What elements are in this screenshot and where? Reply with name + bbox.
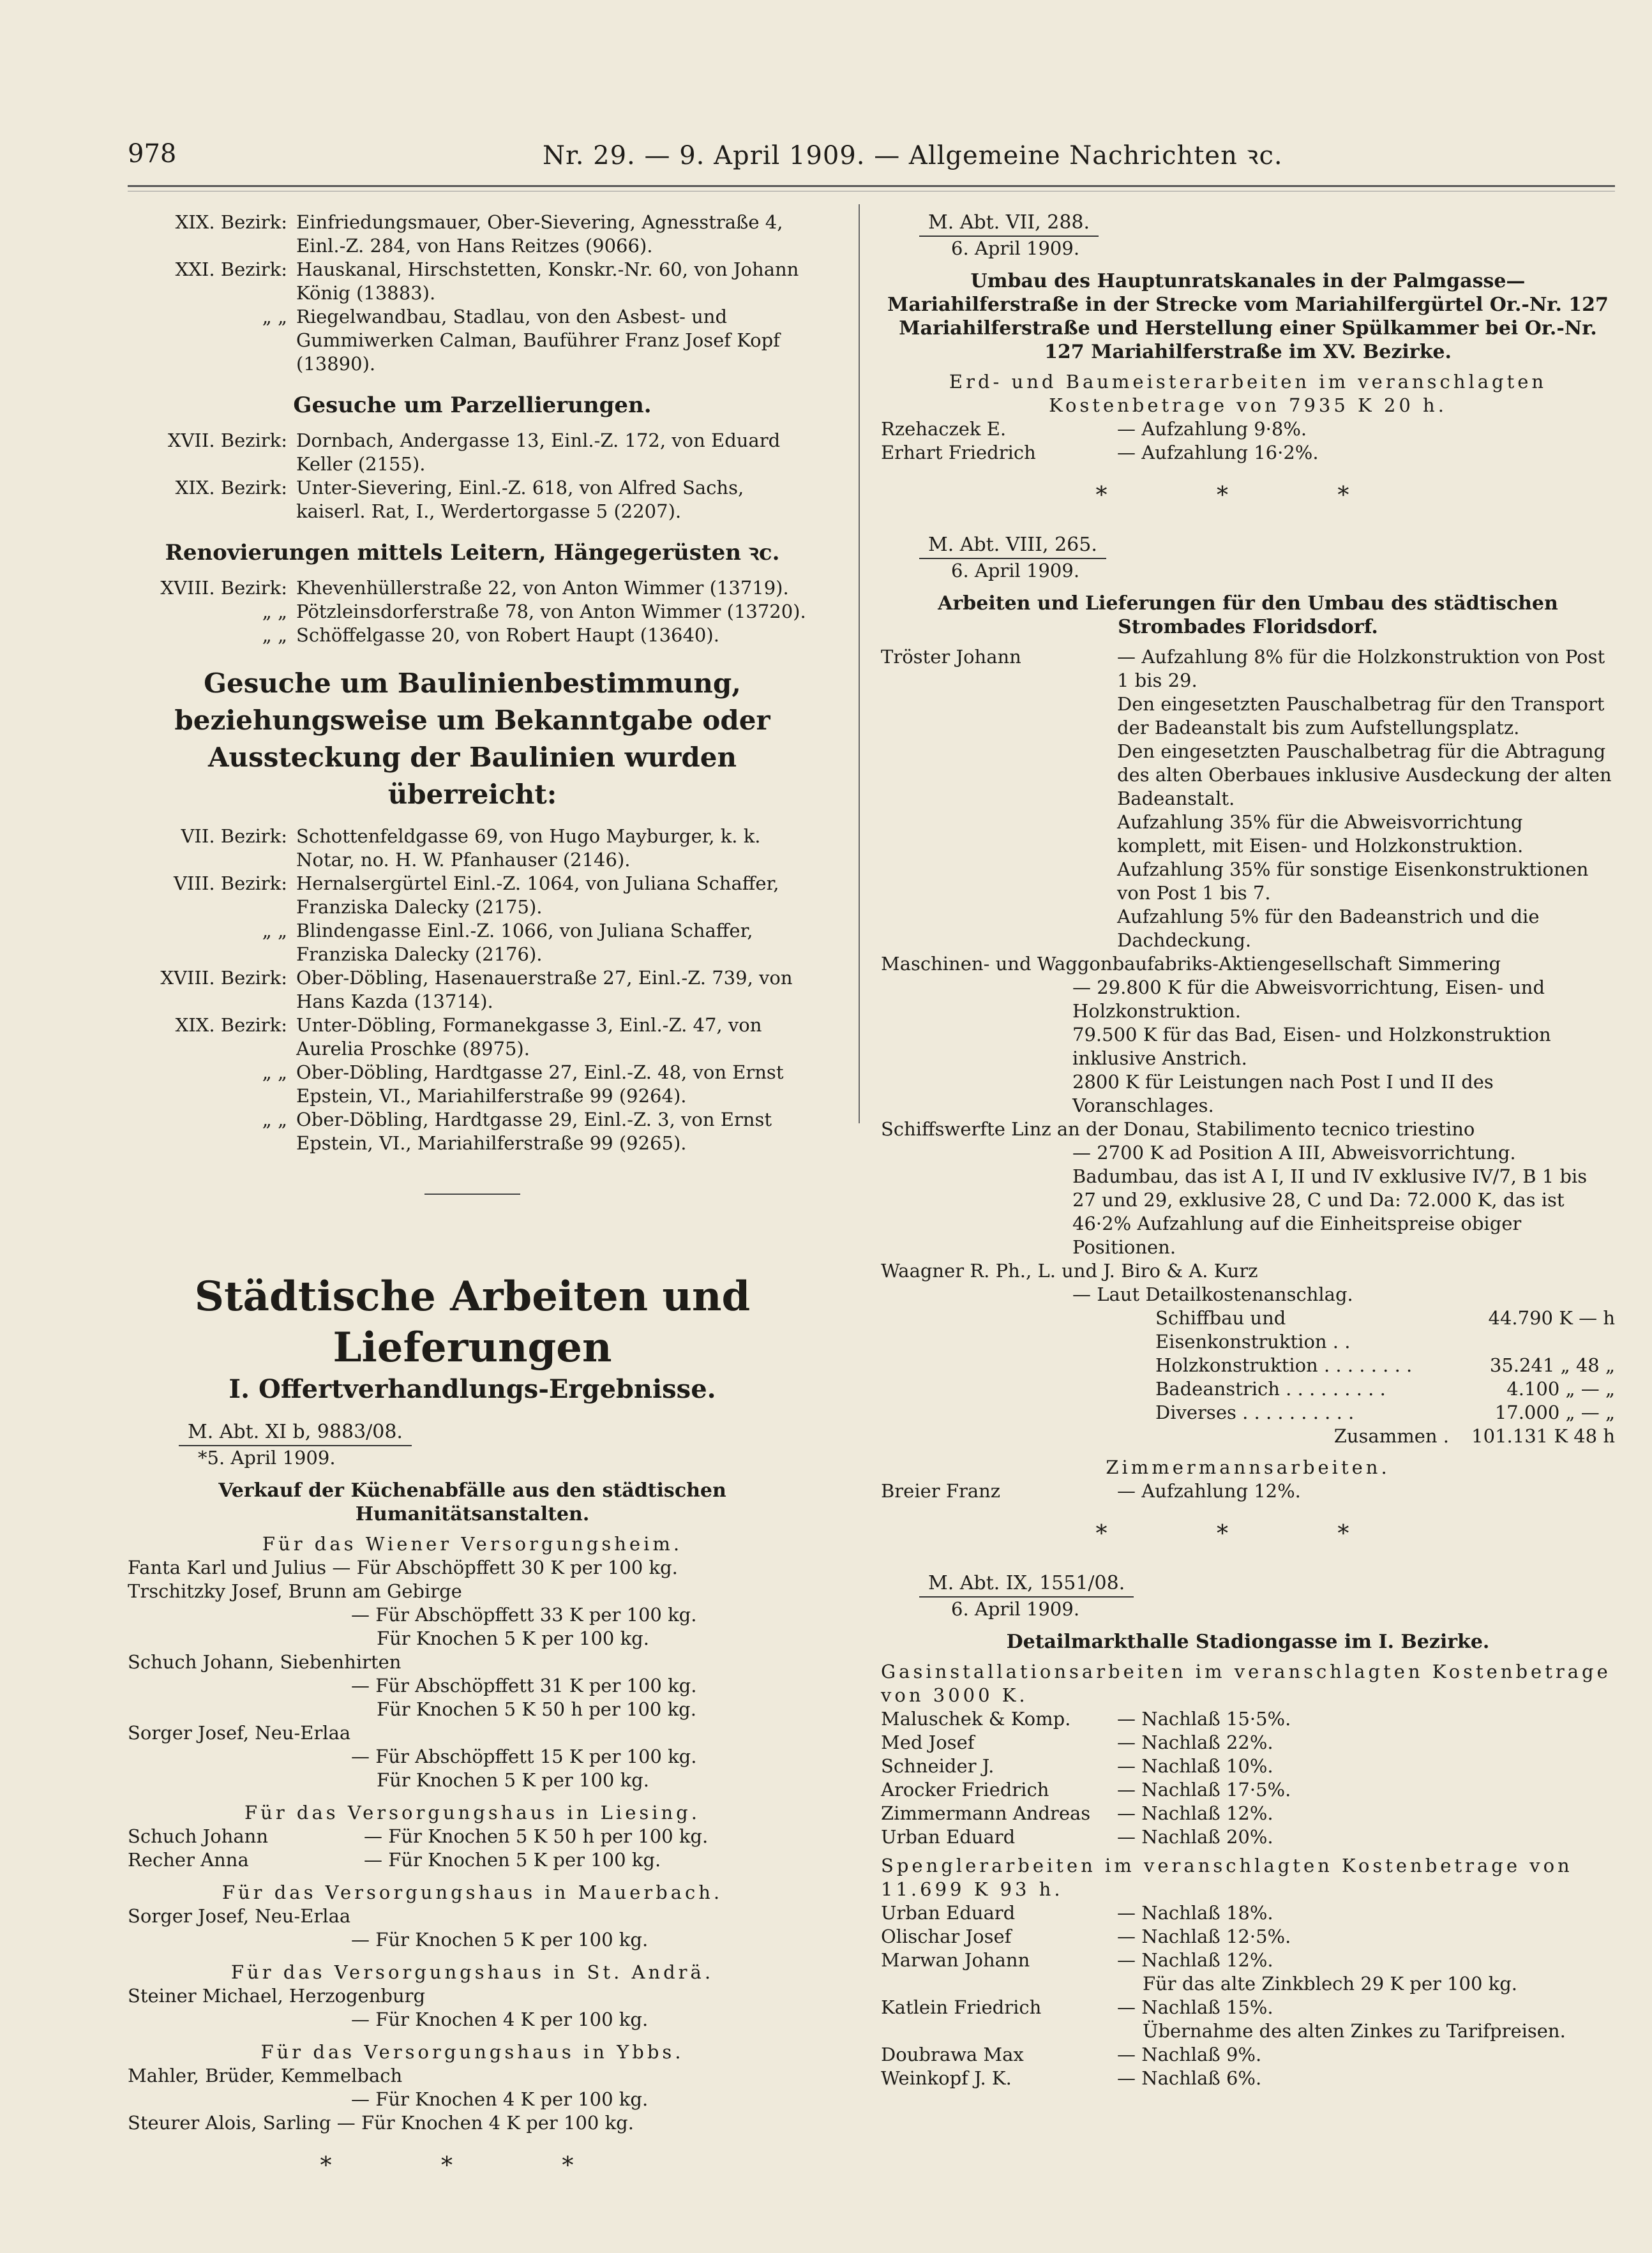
heading-renovierungen: Renovierungen mittels Leitern, Hängegerüsten ꝛc. [165,540,780,565]
list-item [881,1996,1615,2019]
list-item [881,417,1615,441]
district-text: Hernalsergürtel Einl.-Z. 1064, von Juliana Schaffer, Franziska Dalecky (2175). [296,872,779,918]
text-line: Aufzahlung 35% für sonstige Eisenkonstruktionen von Post 1 bis 7. [1117,858,1589,904]
total-label: Zusammen . [1333,1425,1449,1447]
district-text: Ober-Döbling, Hasenauerstraße 27, Einl.-Z. 739, von Hans Kazda (13714). [296,967,793,1012]
heading-baulinien: Gesuche um Baulinienbestimmung, beziehungsweise um Bekanntgabe oder Aussteckung der Baulinien wurden überreicht: [174,668,770,810]
district-label: XVII. Bezirk: [167,430,287,451]
district-label: XXI. Bezirk: [175,258,287,280]
cost-value: 17.000 „ — „ [1494,1402,1615,1423]
district-label: „ „ [262,624,287,646]
district-text: Blindengasse Einl.-Z. 1066, von Juliana Schaffer, Franziska Dalecky (2176). [296,920,753,965]
separator-stars: * * * [1095,483,1400,509]
entry-name: Arocker Friedrich [881,1779,1049,1800]
district-entry [128,1014,817,1061]
section-divider [424,1194,520,1195]
text-line: — Aufzahlung 8% für die Holzkonstruktion von Post 1 bis 29. [1117,646,1605,691]
subheading-st-andrae: Für das Versorgungshaus in St. Andrä. [230,1961,714,1983]
text-line: Sorger Josef, Neu-Erlaa [128,1722,351,1744]
entry-value: — Nachlaß 18%. [1117,1902,1273,1924]
cost-value: 44.790 K — h [1488,1307,1615,1329]
work-type: Erd- und Baumeisterarbeiten im veranschlagten Kostenbetrage von 7935 K 20 h. [949,371,1547,416]
bidder-name: Schiffswerfte Linz an der Donau, Stabilimento tecnico triestino [881,1118,1475,1140]
notice-title: Verkauf der Küchenabfälle aus den städtischen Humanitätsanstalten. [218,1479,726,1525]
text-line: — 2700 K ad Position A III, Abweisvorrichtung. [1072,1142,1516,1164]
cost-line [881,1354,1615,1377]
zimmer-rows [881,1479,1615,1503]
district-label: „ „ [262,920,287,941]
renov-list [128,576,817,647]
cost-line [881,1377,1615,1401]
list-item [881,1755,1615,1778]
text-line: — Für Knochen 4 K per 100 kg. [351,2088,649,2110]
separator-stars: * * * [1095,1521,1400,1547]
entry-value: — Aufzahlung 16·2%. [1117,442,1319,463]
text-line: — Für Abschöpffett 33 K per 100 kg. [351,1604,697,1626]
total-value: 101.131 K 48 h [1471,1425,1615,1447]
entry-name: Med Josef [881,1732,975,1753]
district-text: Einfriedungsmauer, Ober-Sievering, Agnesstraße 4, Einl.-Z. 284, von Hans Reitzes (9066). [296,211,783,257]
parz-list [128,429,817,523]
text-line: Trschitzky Josef, Brunn am Gebirge [128,1580,462,1602]
district-label: „ „ [262,601,287,622]
list-item [881,1802,1615,1825]
entry-name: Breier Franz [881,1480,1001,1502]
bidder-lines [881,976,1615,1118]
text-line: Den eingesetzten Pauschalbetrag für den Transport der Badeanstalt bis zum Aufstellungsplatz. [1117,693,1605,738]
district-label: XVIII. Bezirk: [160,967,287,989]
entry-value: — Nachlaß 12·5%. [1117,1926,1291,1947]
entry-name: Schuch Johann [128,1825,269,1847]
entry-name: Erhart Friedrich [881,442,1036,463]
text-line: Mahler, Brüder, Kemmelbach [128,2065,403,2086]
entry-value: — Nachlaß 15·5%. [1117,1708,1291,1730]
district-label: VIII. Bezirk: [174,872,287,894]
district-label: XIX. Bezirk: [175,477,287,498]
entry-name: Rzehaczek E. [881,418,1007,440]
list-item [881,1707,1615,1731]
text-line: Aufzahlung 5% für den Badeanstrich und die Dachdeckung. [1117,906,1540,951]
column-separator [859,204,860,1123]
bidder-sub: — Laut Detailkostenanschlag. [1072,1284,1353,1305]
bidder-row [881,645,1615,952]
cost-item: Badeanstrich . . . . . . . . . [1155,1378,1386,1400]
entry-value: — Für Knochen 5 K 50 h per 100 kg. [364,1825,709,1847]
district-label: „ „ [262,1061,287,1083]
district-entry [128,919,817,966]
spengler-note: Für das alte Zinkblech 29 K per 100 kg. [1143,1973,1517,1995]
s2-rows [128,1825,817,1872]
list-item [881,1731,1615,1755]
district-entry [128,1108,817,1155]
s5-lines [128,2064,817,2135]
cost-list [881,1306,1615,1425]
district-label: „ „ [262,1109,287,1130]
district-text: Hauskanal, Hirschstetten, Konskr.-Nr. 60, von Johann König (13883). [296,258,799,304]
cost-item: Diverses . . . . . . . . . . [1155,1402,1355,1423]
cost-value: 4.100 „ — „ [1506,1378,1615,1400]
district-label: VII. Bezirk: [181,825,287,847]
spengler-note: Übernahme des alten Zinkes zu Tarifpreisen. [1143,2020,1566,2042]
entry-name: Weinkopf J. K. [881,2067,1012,2089]
baulinien-list [128,825,817,1155]
cost-total [881,1425,1615,1448]
header-rule [128,185,1615,191]
district-text: Pötzleinsdorferstraße 78, von Anton Wimmer (13720). [296,601,806,622]
notice-date: 6. April 1909. [951,560,1080,581]
district-entry [128,211,817,258]
spengler-rows [881,1901,1615,1972]
notice-date: *5. April 1909. [198,1447,336,1469]
district-entry [128,600,817,624]
entry-value: — Nachlaß 6%. [1117,2067,1262,2089]
notice-date: 6. April 1909. [951,1598,1080,1620]
entry-value: — Nachlaß 15%. [1117,1996,1273,2018]
bidder-lines [881,1141,1615,1259]
list-item [128,1848,817,1872]
district-entry [128,258,817,305]
entry-value: — Aufzahlung 9·8%. [1117,418,1307,440]
district-entry [128,825,817,872]
district-entry [128,872,817,919]
s1-lines [128,1556,817,1792]
list-item [881,1925,1615,1949]
entry-value: — Nachlaß 20%. [1117,1826,1273,1848]
subheading-mauerbach: Für das Versorgungshaus in Mauerbach. [222,1882,723,1903]
entry-value: — Nachlaß 17·5%. [1117,1779,1291,1800]
separator-stars: * * * [320,2153,625,2179]
entry-value: — Aufzahlung 12%. [1117,1480,1301,1502]
text-line: Aufzahlung 35% für die Abweisvorrichtung komplett, mit Eisen- und Holzkonstruktion. [1117,811,1524,857]
gas-rows [881,1707,1615,1849]
spengler-rows3 [881,2043,1615,2090]
entry-name: Marwan Johann [881,1949,1030,1971]
notice-title: Detailmarkthalle Stadiongasse im I. Bezirke. [1006,1631,1490,1653]
erd-rows [881,417,1615,465]
work-type: Gasinstallationsarbeiten im veranschlagten Kostenbetrage von 3000 K. [881,1661,1611,1706]
s3-lines [128,1905,817,1952]
district-entry [128,305,817,376]
district-entry [128,476,817,523]
entry-value: — Nachlaß 10%. [1117,1755,1273,1777]
district-text: Khevenhüllerstraße 22, von Anton Wimmer (13719). [296,577,789,599]
cost-value: 35.241 „ 48 „ [1489,1354,1615,1376]
entry-name: Olischar Josef [881,1926,1012,1947]
entry-name: Recher Anna [128,1849,249,1871]
text-line: Fanta Karl und Julius — Für Abschöpffett 30 K per 100 kg. [128,1557,678,1578]
notice-title: Arbeiten und Lieferungen für den Umbau des städtischen Strombades Floridsdorf. [938,592,1558,638]
cost-line [881,1401,1615,1425]
text-line: Für Knochen 5 K per 100 kg. [377,1769,649,1791]
list-item [881,2043,1615,2067]
subheading-liesing: Für das Versorgungshaus in Liesing. [244,1802,700,1823]
cost-item: Schiffbau und Eisenkonstruktion . . [1155,1307,1351,1352]
heading-parzellierungen: Gesuche um Parzellierungen. [293,393,652,418]
text-line: Den eingesetzten Pauschalbetrag für die Abtragung des alten Oberbaues inklusive Ausdeckung der alten Badeanstalt. [1117,740,1612,809]
section-subtitle: I. Offertverhandlungs-Ergebnisse. [229,1374,716,1404]
district-label: XIX. Bezirk: [175,1014,287,1036]
district-label: XVIII. Bezirk: [160,577,287,599]
list-item [881,1778,1615,1802]
running-head: Nr. 29. — 9. April 1909. — Allgemeine Nachrichten ꝛc. [543,141,1283,170]
entry-name: Schneider J. [881,1755,995,1777]
list-item [881,1901,1615,1925]
district-text: Riegelwandbau, Stadlau, von den Asbest- und Gummiwerken Calman, Bauführer Franz Josef Kopf (13890). [296,306,780,375]
text-line: 2800 K für Leistungen nach Post I und II des Voranschlages. [1072,1071,1494,1116]
reference-number: M. Abt. IX, 1551/08. [919,1571,1134,1598]
district-text: Schöffelgasse 20, von Robert Haupt (13640). [296,624,719,646]
entry-value: — Nachlaß 9%. [1117,2044,1262,2065]
district-text: Dornbach, Andergasse 13, Einl.-Z. 172, von Eduard Keller (2155). [296,430,781,475]
list-item [881,1825,1615,1849]
district-entry [128,576,817,600]
entry-name: Katlein Friedrich [881,1996,1042,2018]
subheading-ybbs: Für das Versorgungshaus in Ybbs. [260,2041,684,2063]
reference-number: M. Abt. XI b, 9883/08. [179,1420,412,1446]
work-type: Spenglerarbeiten im veranschlagten Kostenbetrage von 11.699 K 93 h. [881,1855,1573,1900]
entry-value: — Nachlaß 22%. [1117,1732,1273,1753]
section-title: Städtische Arbeiten und Lieferungen [194,1273,751,1372]
s4-lines [128,1984,817,2032]
work-type: Zimmermannsarbeiten. [1106,1456,1390,1478]
left-column [128,211,817,2203]
entry-name: Maluschek & Komp. [881,1708,1071,1730]
district-text: Schottenfeldgasse 69, von Hugo Mayburger, k. k. Notar, no. H. W. Pfanhauser (2146). [296,825,761,871]
list-item [881,2067,1615,2090]
district-entry [128,1061,817,1108]
reference-number: M. Abt. VII, 288. [919,211,1099,237]
entry-name: Urban Eduard [881,1826,1016,1848]
bidder-name: Waagner R. Ph., L. und J. Biro & A. Kurz [881,1260,1258,1282]
list-item [128,1825,817,1848]
district-label: XIX. Bezirk: [175,211,287,233]
text-line: Steurer Alois, Sarling — Für Knochen 4 K per 100 kg. [128,2112,634,2134]
bidder-lines [1117,645,1615,952]
text-line: Sorger Josef, Neu-Erlaa [128,1905,351,1927]
text-line: — 29.800 K für die Abweisvorrichtung, Eisen- und Holzkonstruktion. [1072,977,1545,1022]
entry-name: Urban Eduard [881,1902,1016,1924]
right-column [881,211,1615,2090]
district-entry [128,429,817,476]
spengler-rows2 [881,1996,1615,2019]
district-text: Unter-Sievering, Einl.-Z. 618, von Alfred Sachs, kaiserl. Rat, I., Werdertorgasse 5 (2207). [296,477,744,522]
cost-item: Holzkonstruktion . . . . . . . . [1155,1354,1413,1376]
district-text: Unter-Döbling, Formanekgasse 3, Einl.-Z. 47, von Aurelia Proschke (8975). [296,1014,762,1059]
entry-name: Zimmermann Andreas [881,1802,1091,1824]
text-line: — Für Knochen 5 K per 100 kg. [351,1929,649,1950]
district-label: „ „ [262,306,287,327]
text-line: Schuch Johann, Siebenhirten [128,1651,402,1673]
text-line: Steiner Michael, Herzogenburg [128,1985,426,2007]
bau-list [128,211,817,376]
text-line: — Für Abschöpffett 31 K per 100 kg. [351,1675,697,1696]
text-line: — Für Knochen 4 K per 100 kg. [351,2009,649,2030]
district-entry [128,624,817,647]
notice-title: Umbau des Hauptunratskanales in der Palmgasse—Mariahilferstraße in der Strecke vom Mariahilfergürtel Or.-Nr. 127 Mariahilferstraße und Herstellung einer Spülkammer bei Or.-Nr. 127 Mariahilferstraße im XV. Bezirke. [887,270,1609,363]
text-line: 79.500 K für das Bad, Eisen- und Holzkonstruktion inklusive Anstrich. [1072,1024,1551,1069]
entry-name: Doubrawa Max [881,2044,1024,2065]
district-text: Ober-Döbling, Hardtgasse 27, Einl.-Z. 48, von Ernst Epstein, VI., Mariahilferstraße 99 (9264). [296,1061,784,1107]
text-line: Badumbau, das ist A I, II und IV exklusive IV/7, B 1 bis 27 und 29, exklusive 28, C und Da: 72.000 K, das ist 46·2% Aufzahlung auf die Einheitspreise obiger Positionen. [1072,1165,1588,1258]
entry-value: — Nachlaß 12%. [1117,1949,1273,1971]
bidder-name: Maschinen- und Waggonbaufabriks-Aktiengesellschaft Simmering [881,953,1501,975]
text-line: — Für Abschöpffett 15 K per 100 kg. [351,1746,697,1767]
text-line: Für Knochen 5 K per 100 kg. [377,1628,649,1649]
list-item [881,1949,1615,1972]
text-line: Für Knochen 5 K 50 h per 100 kg. [377,1698,696,1720]
page-number: 978 [128,139,177,168]
notice-date: 6. April 1909. [951,237,1080,259]
list-item [881,1479,1615,1503]
subheading-wiener: Für das Wiener Versorgungsheim. [262,1533,683,1555]
district-text: Ober-Döbling, Hardtgasse 29, Einl.-Z. 3, von Ernst Epstein, VI., Mariahilferstraße 99 (9265). [296,1109,772,1154]
entry-value: — Für Knochen 5 K per 100 kg. [364,1849,661,1871]
bidder-name: Tröster Johann [881,646,1021,668]
district-entry [128,966,817,1014]
cost-line [881,1306,1615,1354]
list-item [881,441,1615,465]
reference-number: M. Abt. VIII, 265. [919,533,1106,559]
entry-value: — Nachlaß 12%. [1117,1802,1273,1824]
